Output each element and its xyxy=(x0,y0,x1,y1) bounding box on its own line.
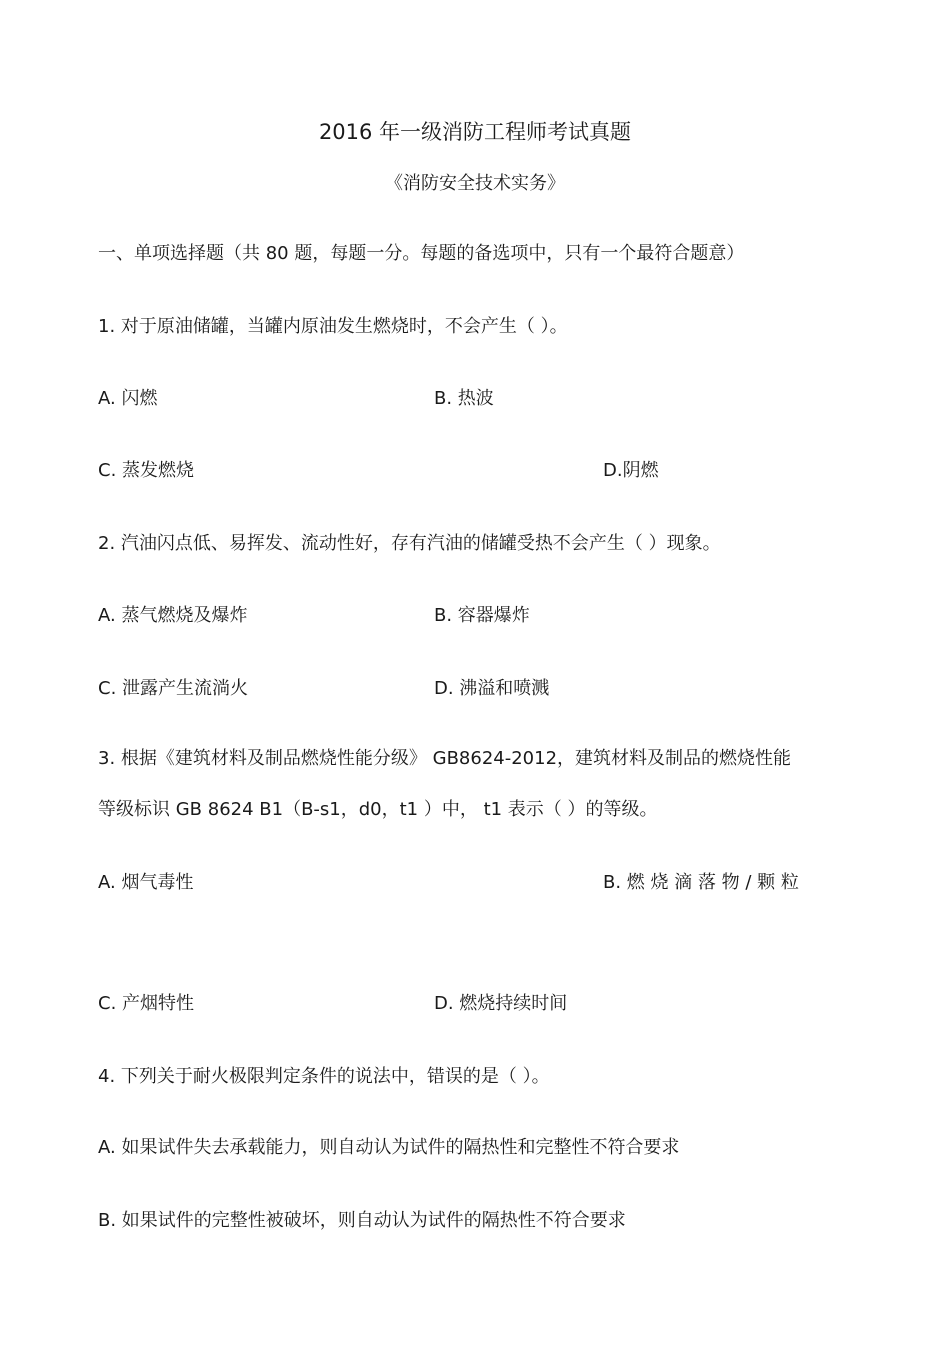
question-3-option-a: A. 烟气毒性 xyxy=(98,872,194,893)
question-3-option-b: B. 燃 烧 滴 落 物 / 颗 粒 xyxy=(603,872,799,893)
question-1-option-c: C. 蒸发燃烧 xyxy=(98,460,195,481)
question-3-stem-line-1: 3. 根据《建筑材料及制品燃烧性能分级》 GB8624-2012，建筑材料及制品的燃烧性能 xyxy=(98,748,792,769)
question-2-option-d: D. 沸溢和喷溅 xyxy=(434,678,550,699)
question-3-option-c: C. 产烟特性 xyxy=(98,993,195,1014)
question-2-option-b: B. 容器爆炸 xyxy=(434,605,530,626)
document-title: 2016 年一级消防工程师考试真题 xyxy=(318,120,632,144)
question-3-option-d: D. 燃烧持续时间 xyxy=(434,993,568,1014)
question-2-option-c: C. 泄露产生流淌火 xyxy=(98,678,249,699)
question-3-stem-line-2: 等级标识 GB 8624 B1（B-s1，d0，t1 ）中， t1 表示（ ）的等级。 xyxy=(98,799,658,820)
question-1-option-b: B. 热波 xyxy=(434,388,494,409)
question-2-option-a: A. 蒸气燃烧及爆炸 xyxy=(98,605,248,626)
section-heading: 一、单项选择题（共 80 题，每题一分。每题的备选项中，只有一个最符合题意） xyxy=(98,243,745,264)
document-subtitle: 《消防安全技术实务》 xyxy=(385,173,565,194)
question-1-option-d: D.阴燃 xyxy=(603,460,659,481)
question-4-stem: 4. 下列关于耐火极限判定条件的说法中，错误的是（ ）。 xyxy=(98,1066,550,1087)
question-4-option-a: A. 如果试件失去承载能力，则自动认为试件的隔热性和完整性不符合要求 xyxy=(98,1137,680,1158)
question-1-option-a: A. 闪燃 xyxy=(98,388,158,409)
question-2-stem: 2. 汽油闪点低、易挥发、流动性好，存有汽油的储罐受热不会产生（ ）现象。 xyxy=(98,533,721,554)
question-1-stem: 1. 对于原油储罐，当罐内原油发生燃烧时，不会产生（ ）。 xyxy=(98,316,568,337)
question-4-option-b: B. 如果试件的完整性被破坏，则自动认为试件的隔热性不符合要求 xyxy=(98,1210,626,1231)
